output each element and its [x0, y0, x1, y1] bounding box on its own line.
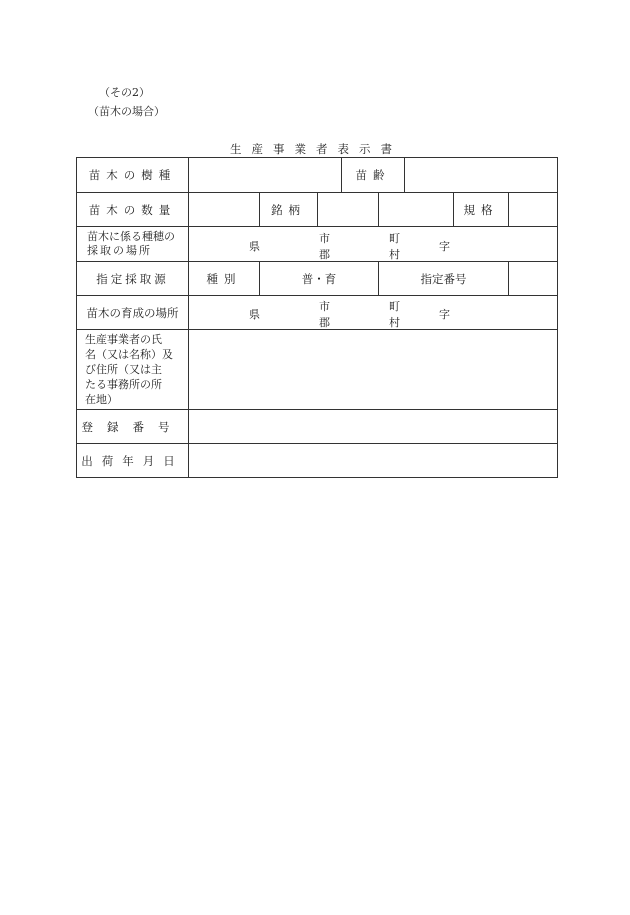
spec-label: 規格 [454, 193, 509, 227]
producer-label [77, 330, 189, 410]
row-quantity [77, 193, 558, 227]
growing-place-field[interactable] [189, 296, 558, 330]
producer-label-line5: 在地） [85, 393, 118, 406]
prefecture-text: 県 [249, 239, 260, 253]
brand-label: 銘柄 [260, 193, 318, 227]
tree-species-field[interactable] [189, 158, 342, 193]
type-value[interactable]: 普・育 [260, 262, 379, 296]
village-text: 村 [389, 316, 400, 329]
producer-label-line3: び住所（又は主 [85, 363, 162, 376]
prefecture-text: 県 [249, 308, 260, 321]
shipping-date-label: 出荷年月日 [77, 444, 189, 478]
designated-source-label: 指定採取源 [77, 262, 189, 296]
designation-number-field[interactable] [509, 262, 558, 296]
town-text: 町 [389, 300, 400, 313]
row-collection-place [77, 227, 558, 262]
type-label: 種別 [189, 262, 260, 296]
county-text: 郡 [319, 316, 330, 329]
tree-species-label: 苗木の樹種 [77, 158, 189, 193]
registration-field[interactable] [189, 410, 558, 444]
aza-text: 字 [439, 239, 450, 253]
registration-label: 登録番号 [77, 410, 189, 444]
designation-number-label: 指定番号 [379, 262, 509, 296]
quantity-field[interactable] [189, 193, 260, 227]
form-subtitle-type: （苗木の場合） [88, 105, 165, 118]
aza-text: 字 [439, 308, 450, 321]
brand-field-extra[interactable] [379, 193, 454, 227]
collection-place-field[interactable] [189, 227, 558, 262]
collection-place-label [77, 227, 189, 262]
row-growing-place [77, 296, 558, 330]
collection-place-label-line2: 採取の場所 [87, 244, 152, 257]
city-text: 市 [319, 231, 330, 245]
town-text: 町 [389, 231, 400, 245]
row-producer [77, 330, 558, 410]
brand-field[interactable] [318, 193, 379, 227]
row-registration [77, 410, 558, 444]
collection-place-label-line1: 苗木に係る種穂の [87, 230, 175, 243]
producer-field[interactable] [189, 330, 558, 410]
seedling-age-label: 苗齢 [342, 158, 405, 193]
quantity-label: 苗木の数量 [77, 193, 189, 227]
seedling-age-field[interactable] [405, 158, 558, 193]
growing-place-label: 苗木の育成の場所 [77, 296, 189, 330]
producer-label-line4: たる事務所の所 [85, 378, 162, 391]
city-text: 市 [319, 300, 330, 313]
form-subtitle-number: （その2） [99, 86, 150, 99]
spec-field[interactable] [509, 193, 558, 227]
row-designated-source [77, 262, 558, 296]
producer-label-form [76, 157, 558, 478]
producer-label-line1: 生産事業者の氏 [85, 333, 162, 346]
village-text: 村 [389, 247, 400, 261]
shipping-date-field[interactable] [189, 444, 558, 478]
row-shipping-date [77, 444, 558, 478]
producer-label-line2: 名（又は名称）及 [85, 348, 173, 361]
row-tree-species [77, 158, 558, 193]
county-text: 郡 [319, 247, 330, 261]
form-title: 生産事業者表示書 [230, 142, 402, 156]
